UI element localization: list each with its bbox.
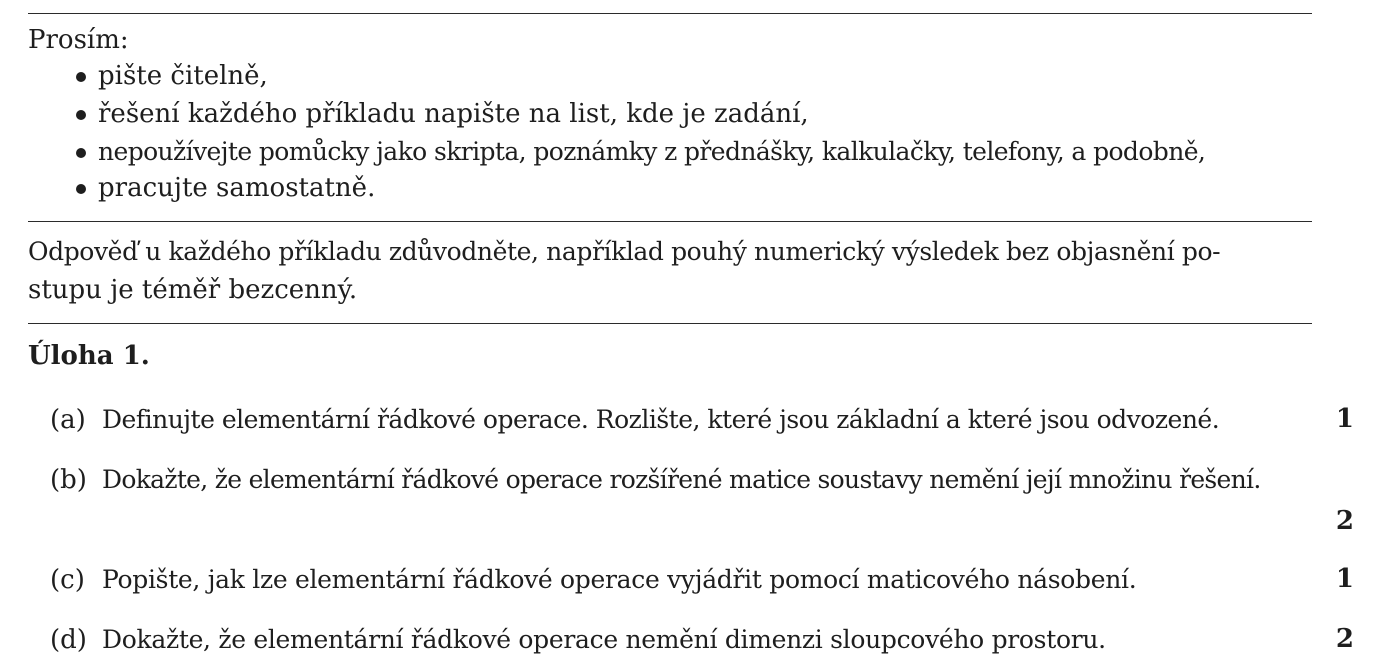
bottom-rule [28,323,1312,324]
subtask-label: (d) [50,625,87,655]
task-title: Úloha 1. [28,341,150,371]
bullet-icon [76,184,86,194]
instruction-item: nepoužívejte pomůcky jako skripta, poznámky z přednášky, kalkulačky, telefony, a podobně, [98,137,1206,166]
bullet-icon [76,72,86,82]
instruction-item: řešení každého příkladu napište na list, kde je zadání, [98,99,809,129]
subtask-label: (c) [50,565,85,595]
top-rule [28,13,1312,14]
bullet-icon [76,110,86,120]
instruction-item: pracujte samostatně. [98,173,376,203]
middle-rule [28,221,1312,222]
points-value: 2 [1335,624,1354,654]
note-line: Odpověď u každého příkladu zdůvodněte, například pouhý numerický výsledek bez objasnění po- [28,237,1221,266]
instruction-item: pište čitelně, [98,61,268,91]
points-value: 2 [1335,506,1354,536]
subtask-text: Definujte elementární řádkové operace. Rozlište, které jsou základní a které jsou odvozené. [102,405,1220,434]
instructions-heading: Prosím: [28,25,129,55]
subtask-label: (a) [50,405,86,435]
points-value: 1 [1335,404,1354,434]
points-value: 1 [1335,564,1354,594]
subtask-label: (b) [50,465,87,495]
subtask-text: Dokažte, že elementární řádkové operace nemění dimenzi sloupcového prostoru. [102,625,1106,654]
bullet-icon [76,148,86,158]
subtask-text: Dokažte, že elementární řádkové operace rozšířené matice soustavy nemění její množinu řešení. [102,465,1261,494]
note-line: stupu je téměř bezcenný. [28,275,358,305]
subtask-text: Popište, jak lze elementární řádkové operace vyjádřit pomocí maticového násobení. [102,565,1137,594]
